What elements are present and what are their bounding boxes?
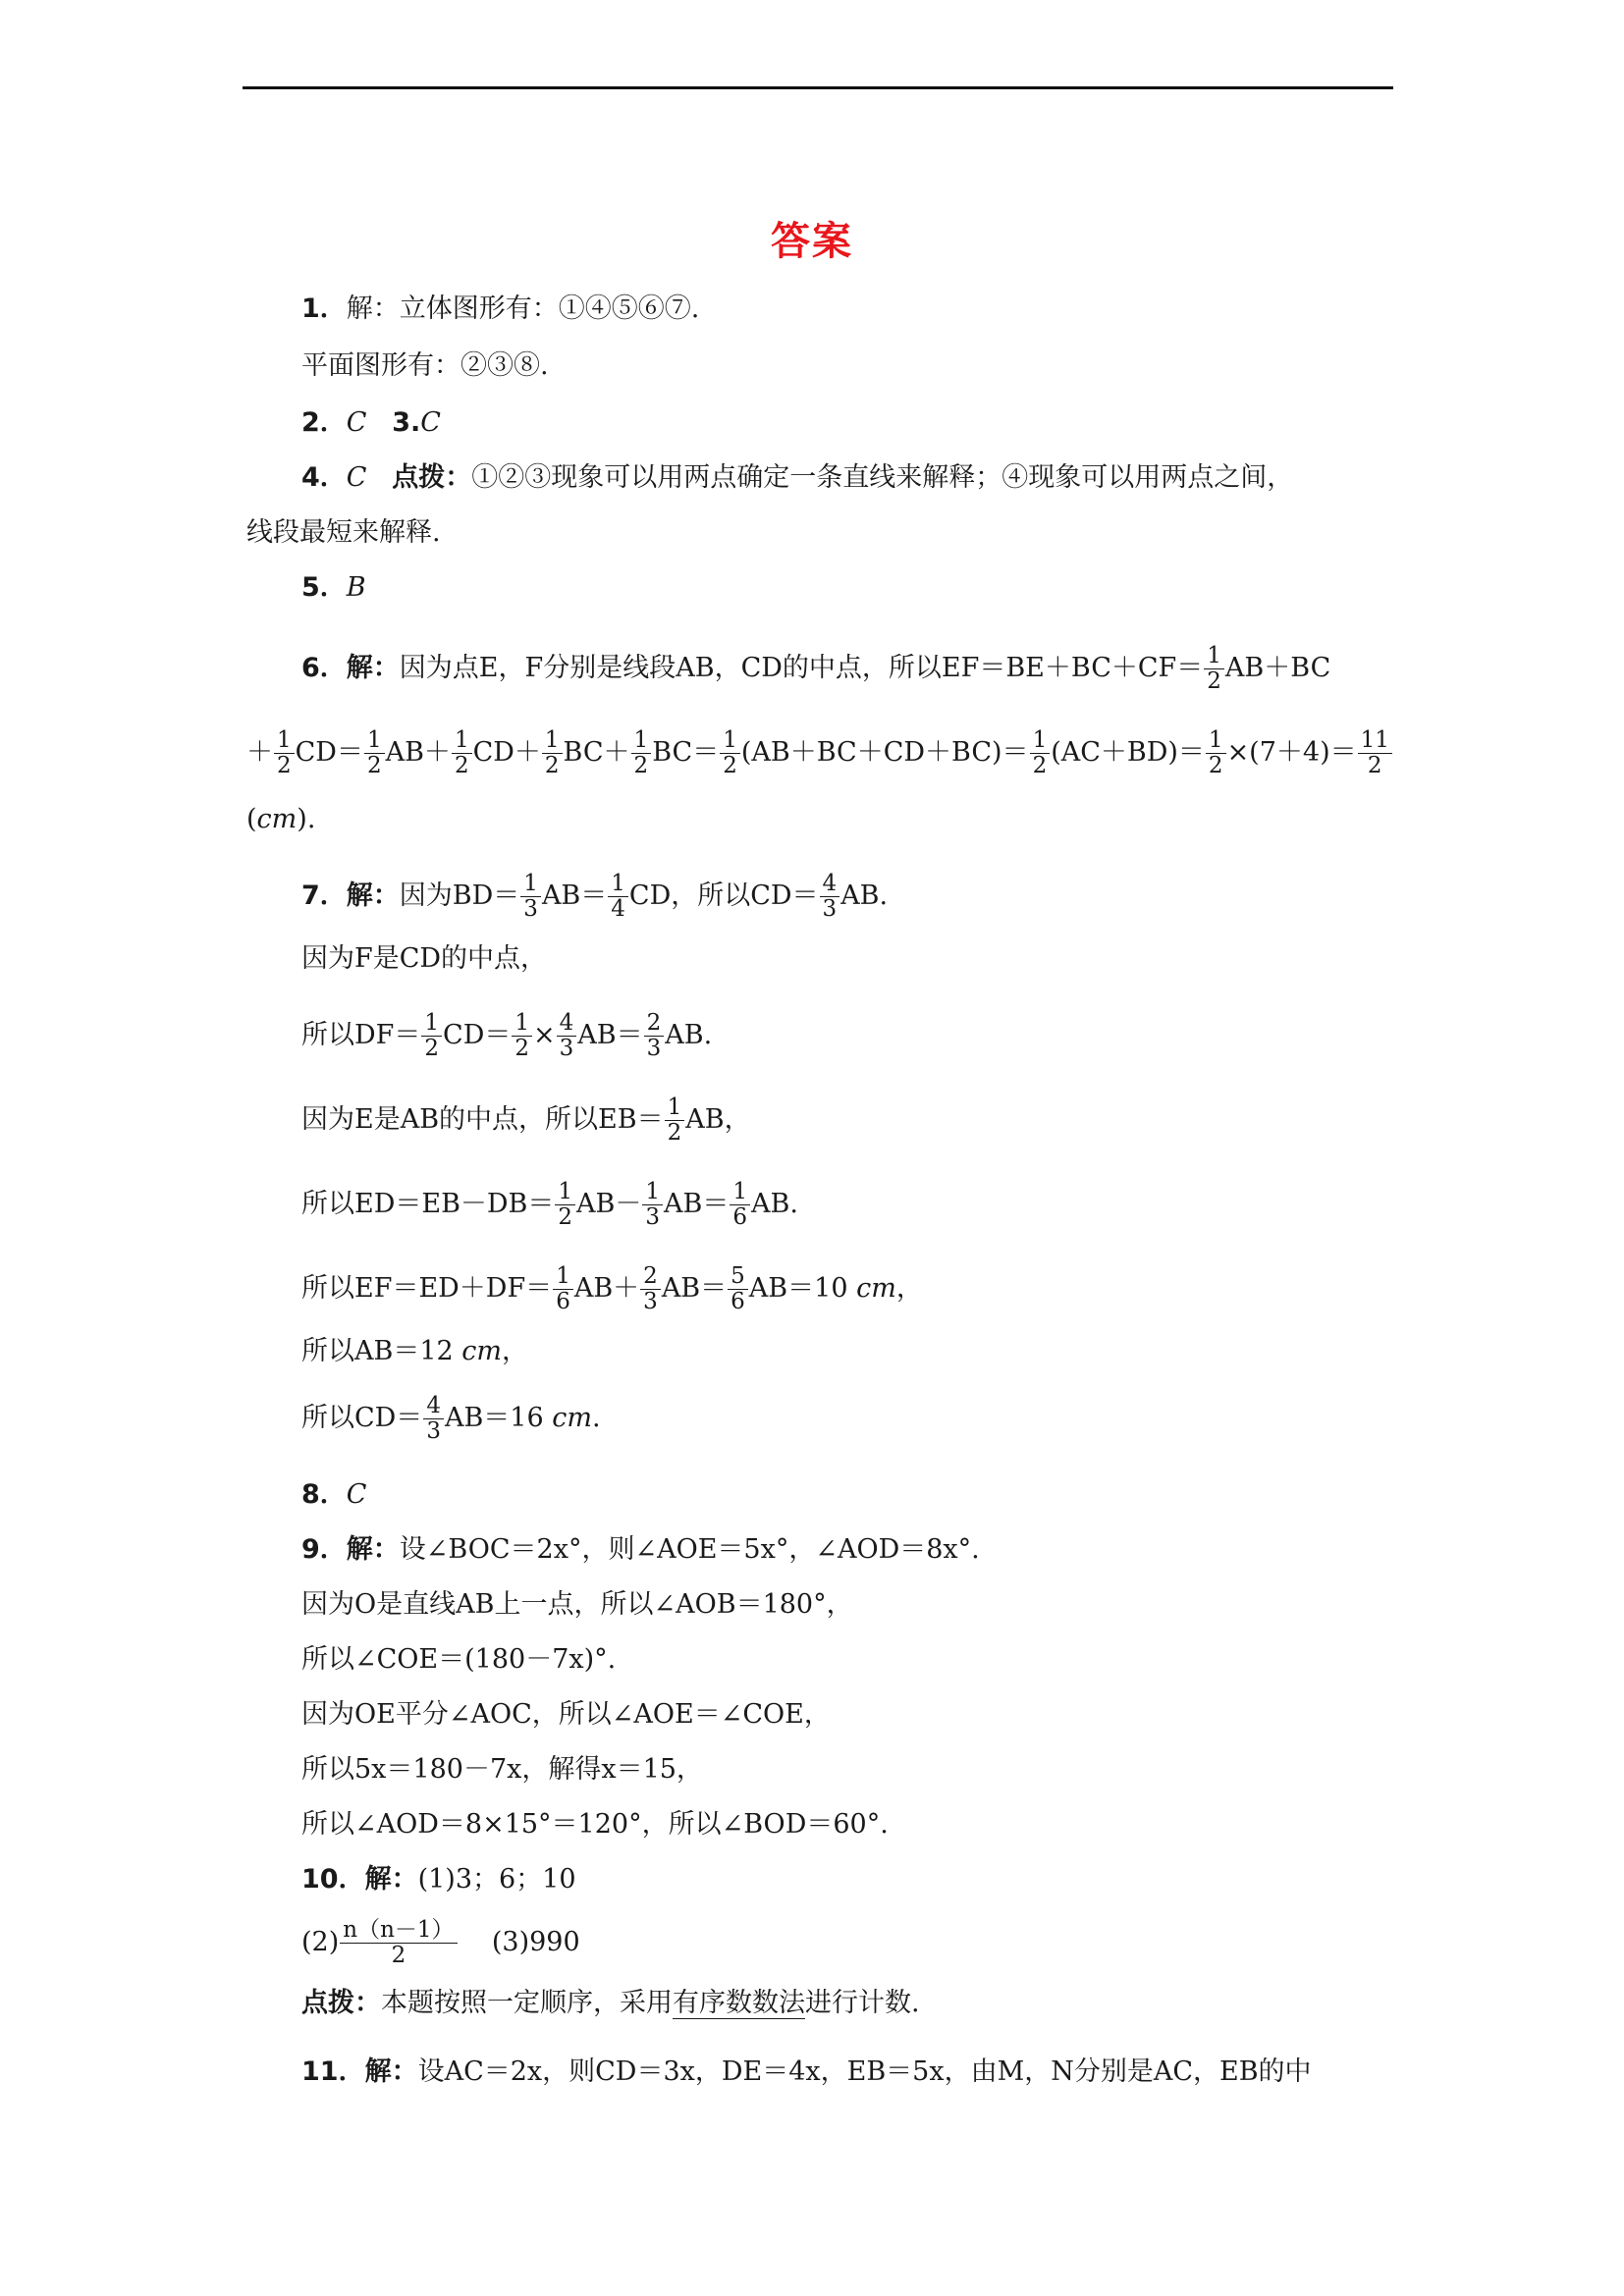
- answer-7-line-6: 所以EF＝ED＋DF＝ $\frac{1}{6}$ AB＋ $\frac{2}{3}$ AB＝ $\frac{5}{6}$ AB＝10 cm，: [301, 1263, 923, 1314]
- answer-9-line-4: 因为OE平分∠AOC，所以∠AOE＝∠COE，: [301, 1699, 831, 1730]
- page-title: 答案: [771, 219, 853, 264]
- answer-7-line-5: 所以ED＝EB－DB＝ $\frac{1}{2}$ AB－ $\frac{1}{3}$ AB＝ $\frac{1}{6}$ AB.: [301, 1179, 798, 1230]
- answer-9-line-5: 所以5x＝180－7x，解得x＝15，: [301, 1754, 703, 1785]
- answer-1-line-1: 1．解：立体图形有：①④⑤⑥⑦.: [301, 294, 700, 324]
- answer-7-line-2: 因为F是CD的中点，: [301, 943, 548, 974]
- answer-4-line-1: 4．C 点拨：①②③现象可以用两点确定一条直线来解释；④现象可以用两点之间，: [301, 462, 1294, 493]
- answer-9-line-2: 因为O是直线AB上一点，所以∠AOB＝180°，: [301, 1589, 853, 1620]
- answer-7-line-1: 7．解：因为BD＝ $\frac{1}{3}$ AB＝ $\frac{1}{4}$ CD，所以CD＝ $\frac{4}{3}$ AB.: [301, 871, 889, 922]
- answer-9-line-6: 所以∠AOD＝8×15°＝120°，所以∠BOD＝60°.: [301, 1809, 889, 1840]
- answer-10-line-2: (2) $\frac{n(n-1)}{2}$ (3)990: [301, 1917, 580, 1968]
- answer-7-line-4: 因为E是AB的中点，所以EB＝ $\frac{1}{2}$ AB，: [301, 1095, 751, 1146]
- answer-9-line-1: 9．解：设∠BOC＝2x°，则∠AOE＝5x°，∠AOD＝8x°.: [301, 1534, 980, 1565]
- answer-5: 5．B: [301, 572, 366, 603]
- answer-8: 8．C: [301, 1479, 367, 1510]
- answer-6-line-1: 6．解：因为点E，F分别是线段AB，CD的中点，所以EF＝BE＋BC＋CF＝ $\frac{1}{2}$ AB＋BC: [301, 643, 1331, 694]
- answer-10-tip: 点拨：本题按照一定顺序，采用有序数数法进行计数.: [301, 1988, 920, 2018]
- answer-7-line-3: 所以DF＝ $\frac{1}{2}$ CD＝ $\frac{1}{2}$ × $\frac{4}{3}$ AB＝ $\frac{2}{3}$ AB.: [301, 1010, 713, 1061]
- answer-2-3: 2．C 3.C: [301, 407, 441, 438]
- answer-1-line-2: 平面图形有：②③⑧.: [301, 350, 549, 381]
- answer-7-line-7: 所以AB＝12 cm，: [301, 1336, 529, 1366]
- answer-9-line-3: 所以∠COE＝(180－7x)°.: [301, 1644, 617, 1675]
- answer-10-line-1: 10．解：(1)3；6；10: [301, 1864, 576, 1895]
- answer-6-line-2: ＋ $\frac{1}{2}$ CD＝ $\frac{1}{2}$ AB＋ $\frac{1}{2}$ CD＋ $\frac{1}{2}$ BC＋ $\frac{1}{2}$ BC＝ $\frac{1}{2}$ (AB＋BC＋CD＋BC)＝ $\frac{1}{2}$ (AC＋BD)＝ $\frac{1}{2}$ ×(7＋4)＝ $\frac{11}{2}$: [246, 728, 1393, 778]
- header-rule: [243, 86, 1393, 89]
- answer-11-line-1: 11．解：设AC＝2x，则CD＝3x，DE＝4x，EB＝5x，由M，N分别是AC，EB的中: [301, 2056, 1312, 2087]
- answer-4-line-2: 线段最短来解释.: [246, 517, 441, 548]
- answer-7-line-8: 所以CD＝ $\frac{4}{3}$ AB＝16 cm.: [301, 1393, 601, 1444]
- answer-6-line-3: (cm).: [246, 804, 316, 834]
